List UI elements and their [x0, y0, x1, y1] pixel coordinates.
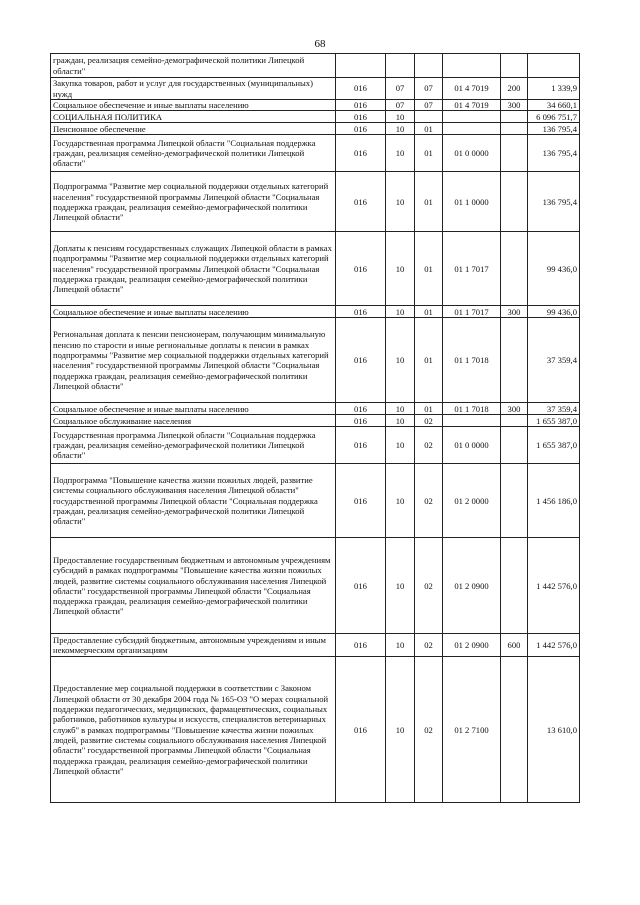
row-ved-code: 016 [336, 172, 386, 232]
row-amount: 1 442 576,0 [528, 538, 580, 634]
row-target-article: 01 1 7017 [443, 232, 501, 306]
row-section-code: 10 [386, 172, 415, 232]
row-section-code: 10 [386, 415, 415, 427]
row-section-code: 10 [386, 634, 415, 657]
row-name: Предоставление субсидий бюджетным, автономным учреждениям и иным некоммерческим организациям [51, 634, 336, 657]
row-target-article: 01 1 7018 [443, 403, 501, 415]
row-section-code: 07 [386, 100, 415, 111]
row-section-code: 10 [386, 306, 415, 318]
row-subsection-code: 02 [415, 415, 443, 427]
row-amount: 1 442 576,0 [528, 634, 580, 657]
table-row [51, 657, 580, 803]
table-row [51, 427, 580, 464]
row-target-article [443, 123, 501, 135]
row-name: Подпрограмма "Повышение качества жизни пожилых людей, развитие системы социального обслуживания населения Липецкой области" государственной программы Липецкой области "Социальная поддержка граждан, реализация семейно-демографической политики Липецкой области" [51, 464, 336, 538]
row-target-article: 01 0 0000 [443, 427, 501, 464]
row-expense-type: 600 [501, 634, 528, 657]
row-subsection-code: 02 [415, 538, 443, 634]
row-target-article [443, 111, 501, 123]
row-expense-type [501, 538, 528, 634]
row-target-article: 01 2 0900 [443, 538, 501, 634]
row-subsection-code: 01 [415, 403, 443, 415]
row-name: Закупка товаров, работ и услуг для государственных (муниципальных) нужд [51, 78, 336, 100]
row-target-article: 01 0 0000 [443, 135, 501, 172]
row-expense-type [501, 172, 528, 232]
row-expense-type: 300 [501, 403, 528, 415]
row-target-article: 01 4 7019 [443, 78, 501, 100]
row-section-code: 10 [386, 538, 415, 634]
row-name: Подпрограмма "Развитие мер социальной поддержки отдельных категорий населения" государственной программы Липецкой области "Социальная поддержка граждан, реализация семейно-демографической политики Липецкой области" [51, 172, 336, 232]
table-row [51, 403, 580, 415]
row-subsection-code: 01 [415, 306, 443, 318]
row-name: Пенсионное обеспечение [51, 123, 336, 135]
row-amount: 37 359,4 [528, 318, 580, 403]
row-name: Региональная доплата к пенсии пенсионерам, получающим минимальную пенсию по старости и иные региональные доплаты к пенсии в рамках подпрограммы "Развитие мер социальной поддержки отдельных категорий населения" государственной программы Липецкой области "Социальная поддержка граждан, реализация семейно-демографической политики Липецкой области" [51, 318, 336, 403]
row-expense-type [501, 111, 528, 123]
row-ved-code: 016 [336, 657, 386, 803]
row-amount: 136 795,4 [528, 123, 580, 135]
row-subsection-code: 02 [415, 634, 443, 657]
row-target-article [443, 54, 501, 78]
row-expense-type [501, 657, 528, 803]
row-expense-type [501, 135, 528, 172]
row-ved-code: 016 [336, 427, 386, 464]
row-section-code: 07 [386, 78, 415, 100]
table-body [51, 54, 580, 803]
row-name: граждан, реализация семейно-демографической политики Липецкой области" [51, 54, 336, 78]
table-row [51, 232, 580, 306]
row-ved-code: 016 [336, 135, 386, 172]
row-amount: 1 456 186,0 [528, 464, 580, 538]
row-amount: 99 436,0 [528, 306, 580, 318]
row-ved-code: 016 [336, 318, 386, 403]
table-row [51, 123, 580, 135]
row-ved-code [336, 54, 386, 78]
table-row [51, 464, 580, 538]
row-section-code: 10 [386, 135, 415, 172]
table-row [51, 135, 580, 172]
row-name: Социальное обеспечение и иные выплаты населению [51, 403, 336, 415]
row-section-code: 10 [386, 464, 415, 538]
row-expense-type: 300 [501, 306, 528, 318]
row-target-article: 01 2 0000 [443, 464, 501, 538]
page-number: 68 [314, 38, 326, 50]
row-target-article: 01 1 7018 [443, 318, 501, 403]
row-amount: 13 610,0 [528, 657, 580, 803]
row-section-code: 10 [386, 123, 415, 135]
row-amount: 1 339,9 [528, 78, 580, 100]
row-target-article: 01 2 0900 [443, 634, 501, 657]
row-expense-type: 200 [501, 78, 528, 100]
row-target-article: 01 1 7017 [443, 306, 501, 318]
row-section-code: 10 [386, 318, 415, 403]
row-ved-code: 016 [336, 123, 386, 135]
row-ved-code: 016 [336, 100, 386, 111]
row-expense-type: 300 [501, 100, 528, 111]
table-row [51, 415, 580, 427]
row-target-article: 01 4 7019 [443, 100, 501, 111]
row-section-code: 10 [386, 427, 415, 464]
row-ved-code: 016 [336, 306, 386, 318]
row-expense-type [501, 427, 528, 464]
row-amount: 37 359,4 [528, 403, 580, 415]
table-row [51, 54, 580, 78]
row-expense-type [501, 464, 528, 538]
table-row [51, 78, 580, 100]
row-target-article: 01 1 0000 [443, 172, 501, 232]
row-name: Государственная программа Липецкой области "Социальная поддержка граждан, реализация семейно-демографической политики Липецкой области" [51, 135, 336, 172]
row-ved-code: 016 [336, 78, 386, 100]
row-ved-code: 016 [336, 111, 386, 123]
row-subsection-code: 02 [415, 657, 443, 803]
row-ved-code: 016 [336, 464, 386, 538]
row-expense-type [501, 54, 528, 78]
row-subsection-code: 01 [415, 318, 443, 403]
row-subsection-code: 01 [415, 123, 443, 135]
row-subsection-code: 01 [415, 135, 443, 172]
row-subsection-code: 01 [415, 232, 443, 306]
row-subsection-code: 02 [415, 464, 443, 538]
table-row [51, 172, 580, 232]
row-section-code: 10 [386, 232, 415, 306]
row-amount: 99 436,0 [528, 232, 580, 306]
row-amount: 1 655 387,0 [528, 427, 580, 464]
row-subsection-code: 01 [415, 172, 443, 232]
row-subsection-code: 07 [415, 100, 443, 111]
row-ved-code: 016 [336, 232, 386, 306]
row-target-article [443, 415, 501, 427]
row-subsection-code: 07 [415, 78, 443, 100]
table-row [51, 111, 580, 123]
row-amount: 136 795,4 [528, 172, 580, 232]
row-amount: 136 795,4 [528, 135, 580, 172]
table-row [51, 634, 580, 657]
row-amount: 34 660,1 [528, 100, 580, 111]
row-amount: 1 655 387,0 [528, 415, 580, 427]
row-section-code: 10 [386, 403, 415, 415]
row-name: Социальное обеспечение и иные выплаты населению [51, 306, 336, 318]
row-name: Предоставление государственным бюджетным и автономным учреждениям субсидий в рамках подпрограммы "Повышение качества жизни пожилых людей, развитие системы социального обслуживания населения Липецкой области" государственной программы Липецкой области "Социальная поддержка граждан, реализация семейно-демографической политики Липецкой области" [51, 538, 336, 634]
row-ved-code: 016 [336, 415, 386, 427]
row-expense-type [501, 318, 528, 403]
row-name: Доплаты к пенсиям государственных служащих Липецкой области в рамках подпрограммы "Развитие мер социальной поддержки отдельных категорий населения" государственной программы Липецкой области "Социальная поддержка граждан, реализация семейно-демографической политики Липецкой области" [51, 232, 336, 306]
table-row [51, 538, 580, 634]
row-name: СОЦИАЛЬНАЯ ПОЛИТИКА [51, 111, 336, 123]
row-expense-type [501, 123, 528, 135]
table-row [51, 100, 580, 111]
row-amount [528, 54, 580, 78]
row-ved-code: 016 [336, 538, 386, 634]
row-section-code: 10 [386, 657, 415, 803]
row-subsection-code [415, 54, 443, 78]
table-row [51, 306, 580, 318]
row-section-code [386, 54, 415, 78]
row-section-code: 10 [386, 111, 415, 123]
row-name: Государственная программа Липецкой области "Социальная поддержка граждан, реализация семейно-демографической политики Липецкой области" [51, 427, 336, 464]
table-row [51, 318, 580, 403]
row-subsection-code: 02 [415, 427, 443, 464]
row-ved-code: 016 [336, 403, 386, 415]
row-name: Предоставление мер социальной поддержки в соответствии с Законом Липецкой области от 30 декабря 2004 года № 165-ОЗ "О мерах социальной поддержки педагогических, медицинских, фармацевтических, социальных работников, работников культуры и искусств, специалистов ветеринарных служб" в рамках подпрограммы "Повышение качества жизни пожилых людей, развитие системы социального обслуживания населения Липецкой области" государственной программы Липецкой области "Социальная поддержка граждан, реализация семейно-демографической политики Липецкой области" [51, 657, 336, 803]
row-name: Социальное обеспечение и иные выплаты населению [51, 100, 336, 111]
row-target-article: 01 2 7100 [443, 657, 501, 803]
row-subsection-code [415, 111, 443, 123]
budget-table [50, 53, 580, 803]
row-amount: 6 096 751,7 [528, 111, 580, 123]
row-expense-type [501, 232, 528, 306]
row-expense-type [501, 415, 528, 427]
row-ved-code: 016 [336, 634, 386, 657]
row-name: Социальное обслуживание населения [51, 415, 336, 427]
